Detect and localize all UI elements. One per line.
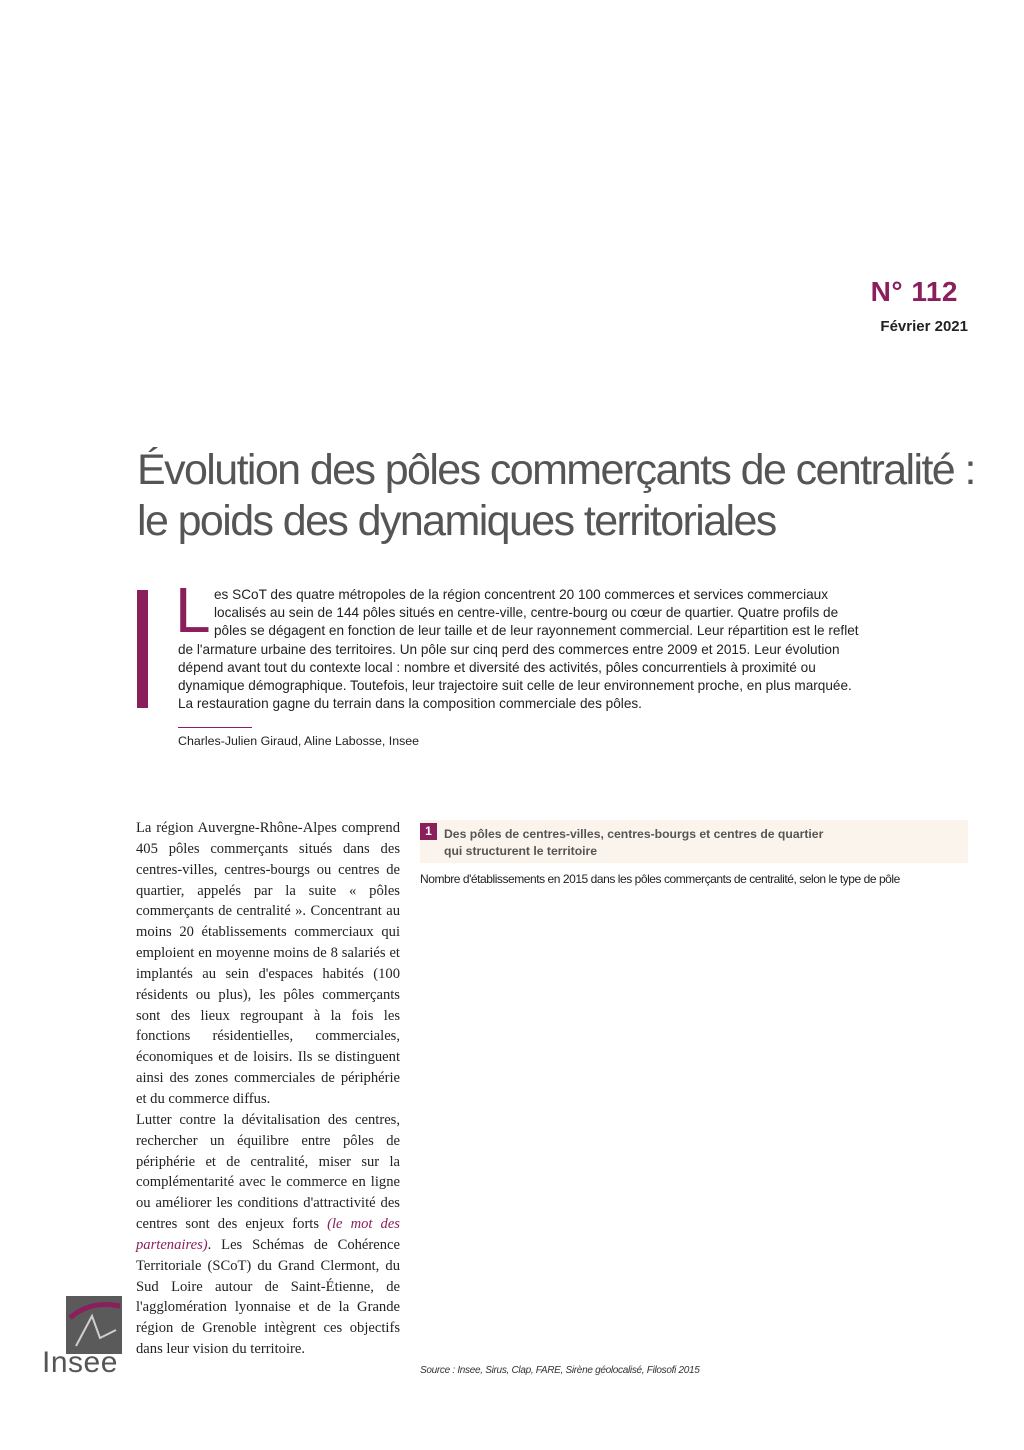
authors: Charles-Julien Giraud, Aline Labosse, Insee (178, 734, 420, 748)
abstract-line: pôles se dégagent en fonction de leur taille et de leur rayonnement commercial. Leur répartition est le reflet (214, 623, 859, 639)
figure-title-line-2: qui structurent le territoire (444, 844, 598, 858)
figure-subtitle: Nombre d'établissements en 2015 dans les pôles commerçants de centralité, selon le type de pôle (420, 872, 900, 886)
body-paragraph-2-text: Lutter contre la dévitalisation des centres, rechercher un équilibre entre pôles de périphérie et de centralité, miser sur la complémentarité avec le commerce en ligne ou améliorer les conditions d'attractivité des centres sont des enjeux forts (136, 1111, 400, 1233)
abstract-dropcap: L (175, 574, 211, 646)
body-text (136, 818, 400, 1360)
abstract-line: dynamique démographique. Toutefois, leur trajectoire suit celle de leur environnement proche, en plus marquée. (178, 678, 852, 694)
figure-title (444, 826, 944, 860)
author-divider (178, 727, 252, 728)
figure-title-line-1: Des pôles de centres-villes, centres-bourgs et centres de quartier (444, 827, 824, 841)
body-paragraph-1: La région Auvergne-Rhône-Alpes comprend 405 pôles commerçants situés dans des centres-villes, centres-bourgs ou centres de quartier, appelés par la suite « pôles commerçants de centralité ». Concentrant au moins 20 établissements commerciaux qui emploient en moyenne moins de 8 salariés et implantés au sein d'espaces habités (100 résidents ou plus), les pôles commerçants sont des lieux regroupant à la fois les fonctions résidentielles, commerciales, économiques et de loisirs. Ils se distinguent ainsi des zones commerciales de périphérie et du commerce diffus. (136, 820, 400, 1107)
insee-logo-text: Insee (42, 1346, 118, 1379)
title-line-1: Évolution des pôles commerçants de centralité : (137, 446, 975, 494)
figure-source: Source : Insee, Sirus, Clap, FARE, Sirène géolocalisé, Filosofi 2015 (420, 1365, 700, 1376)
page-title (137, 445, 987, 547)
abstract (178, 586, 953, 713)
abstract-line: localisés au sein de 144 pôles situés en centre-ville, centre-bourg ou cœur de quartier. Quatre profils de (214, 605, 839, 621)
partners-link[interactable]: (le mot des partenaires) (136, 1216, 400, 1253)
figure-header (420, 820, 968, 863)
abstract-line: es SCoT des quatre métropoles de la région concentrent 20 100 commerces et services commerciaux (214, 587, 829, 602)
figure-number: 1 (420, 823, 437, 840)
issue-date: Février 2021 (880, 318, 968, 335)
issue-number: N° 112 (870, 276, 958, 307)
abstract-accent-bar (137, 590, 148, 708)
abstract-line: de l'armature urbaine des territoires. Un pôle sur cinq perd des commerces entre 2009 et 2015. Leur évolution (178, 641, 840, 657)
abstract-line: La restauration gagne du terrain dans la composition commerciale des pôles. (178, 696, 642, 712)
title-line-2: le poids des dynamiques territoriales (137, 497, 776, 545)
insee-logo (42, 1296, 124, 1382)
body-paragraph-2 (136, 1110, 400, 1360)
abstract-line: dépend avant tout du contexte local : nombre et diversité des activités, pôles concurrentiels à proximité ou (178, 659, 816, 675)
body-paragraph-2-text-end: . Les Schémas de Cohérence Territoriale (SCoT) du Grand Clermont, du Sud Loire autour de Saint-Étienne, de l'agglomération lyonnaise et de la Grande région de Grenoble intègrent ces objectifs dans leur vision du territoire. (136, 1236, 400, 1358)
